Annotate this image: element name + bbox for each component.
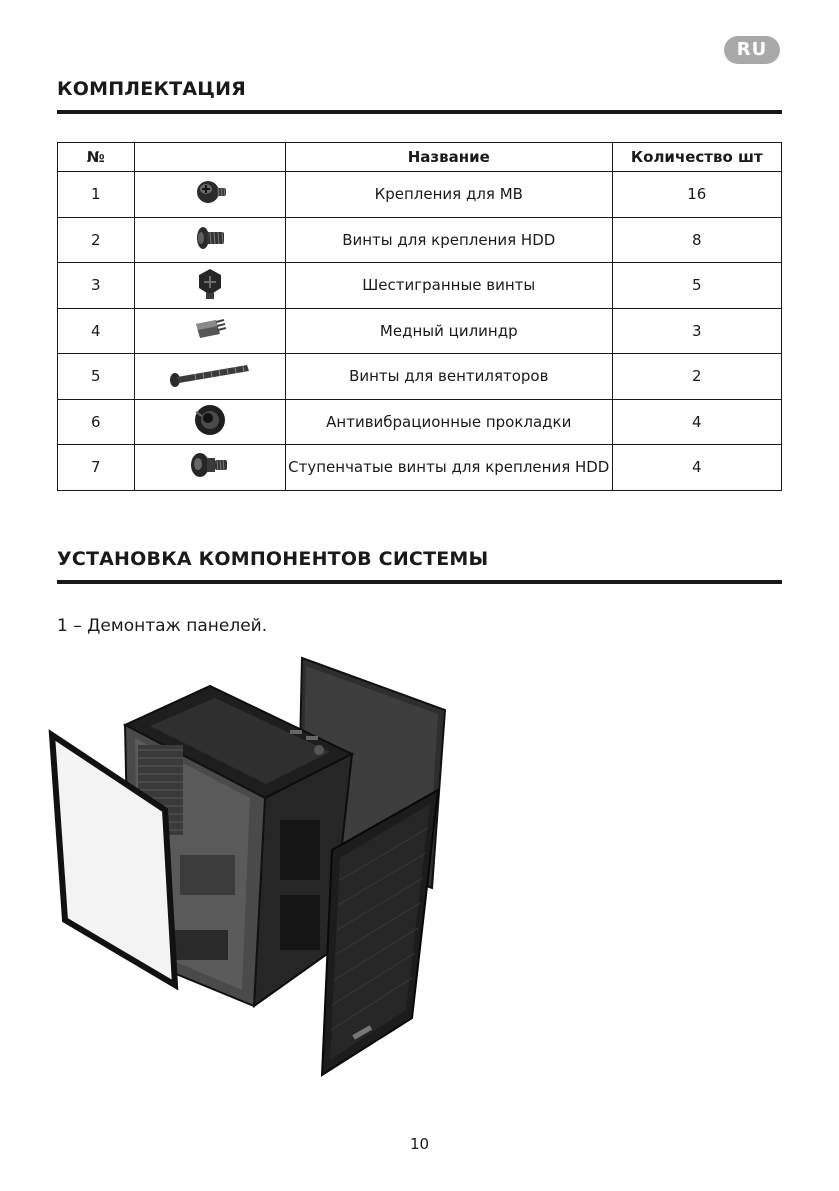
- row-name: Крепления для MB: [285, 172, 612, 218]
- row-image: [134, 308, 285, 354]
- row-image: [134, 445, 285, 491]
- table-row: [58, 217, 782, 263]
- table-row: [58, 172, 782, 218]
- header-image: [134, 143, 285, 172]
- mb-standoff-screw-icon: [188, 175, 232, 209]
- row-num: 5: [58, 354, 135, 400]
- row-qty: 5: [612, 263, 781, 309]
- brass-standoff-icon: [188, 314, 232, 344]
- language-badge: RU: [724, 36, 780, 64]
- step-1-text: 1 – Демонтаж панелей.: [57, 616, 268, 636]
- row-qty: 4: [612, 399, 781, 445]
- table-row: [58, 445, 782, 491]
- row-qty: 16: [612, 172, 781, 218]
- row-name: Шестигранные винты: [285, 263, 612, 309]
- row-image: [134, 399, 285, 445]
- case-exploded-illustration: [40, 650, 470, 1084]
- kit-section-rule: [57, 110, 782, 114]
- row-qty: 3: [612, 308, 781, 354]
- row-name: Медный цилиндр: [285, 308, 612, 354]
- fan-screw-icon: [165, 359, 255, 389]
- row-name: Винты для вентиляторов: [285, 354, 612, 400]
- hex-screw-icon: [190, 265, 230, 301]
- rubber-grommet-icon: [188, 400, 232, 440]
- stepped-hdd-screw-icon: [185, 448, 235, 482]
- row-num: 3: [58, 263, 135, 309]
- row-num: 4: [58, 308, 135, 354]
- header-qty: Количество шт: [612, 143, 781, 172]
- row-num: 7: [58, 445, 135, 491]
- row-image: [134, 354, 285, 400]
- install-section-rule: [57, 580, 782, 584]
- row-image: [134, 217, 285, 263]
- hdd-screw-icon: [188, 223, 232, 253]
- row-num: 2: [58, 217, 135, 263]
- table-row: [58, 399, 782, 445]
- header-name: Название: [285, 143, 612, 172]
- row-qty: 8: [612, 217, 781, 263]
- table-row: [58, 263, 782, 309]
- row-num: 6: [58, 399, 135, 445]
- pc-case-panels-illustration: [40, 650, 470, 1080]
- row-name: Ступенчатые винты для крепления HDD: [285, 445, 612, 491]
- table-row: [58, 308, 782, 354]
- row-name: Винты для крепления HDD: [285, 217, 612, 263]
- row-name: Антивибрационные прокладки: [285, 399, 612, 445]
- kit-section-title: КОМПЛЕКТАЦИЯ: [57, 78, 247, 100]
- row-qty: 2: [612, 354, 781, 400]
- row-num: 1: [58, 172, 135, 218]
- row-image: [134, 172, 285, 218]
- kit-table: [57, 142, 782, 491]
- row-image: [134, 263, 285, 309]
- table-row: [58, 354, 782, 400]
- page-number: 10: [409, 1135, 430, 1153]
- row-qty: 4: [612, 445, 781, 491]
- header-num: №: [58, 143, 135, 172]
- kit-table-header: [58, 143, 782, 172]
- install-section-title: УСТАНОВКА КОМПОНЕНТОВ СИСТЕМЫ: [57, 548, 489, 570]
